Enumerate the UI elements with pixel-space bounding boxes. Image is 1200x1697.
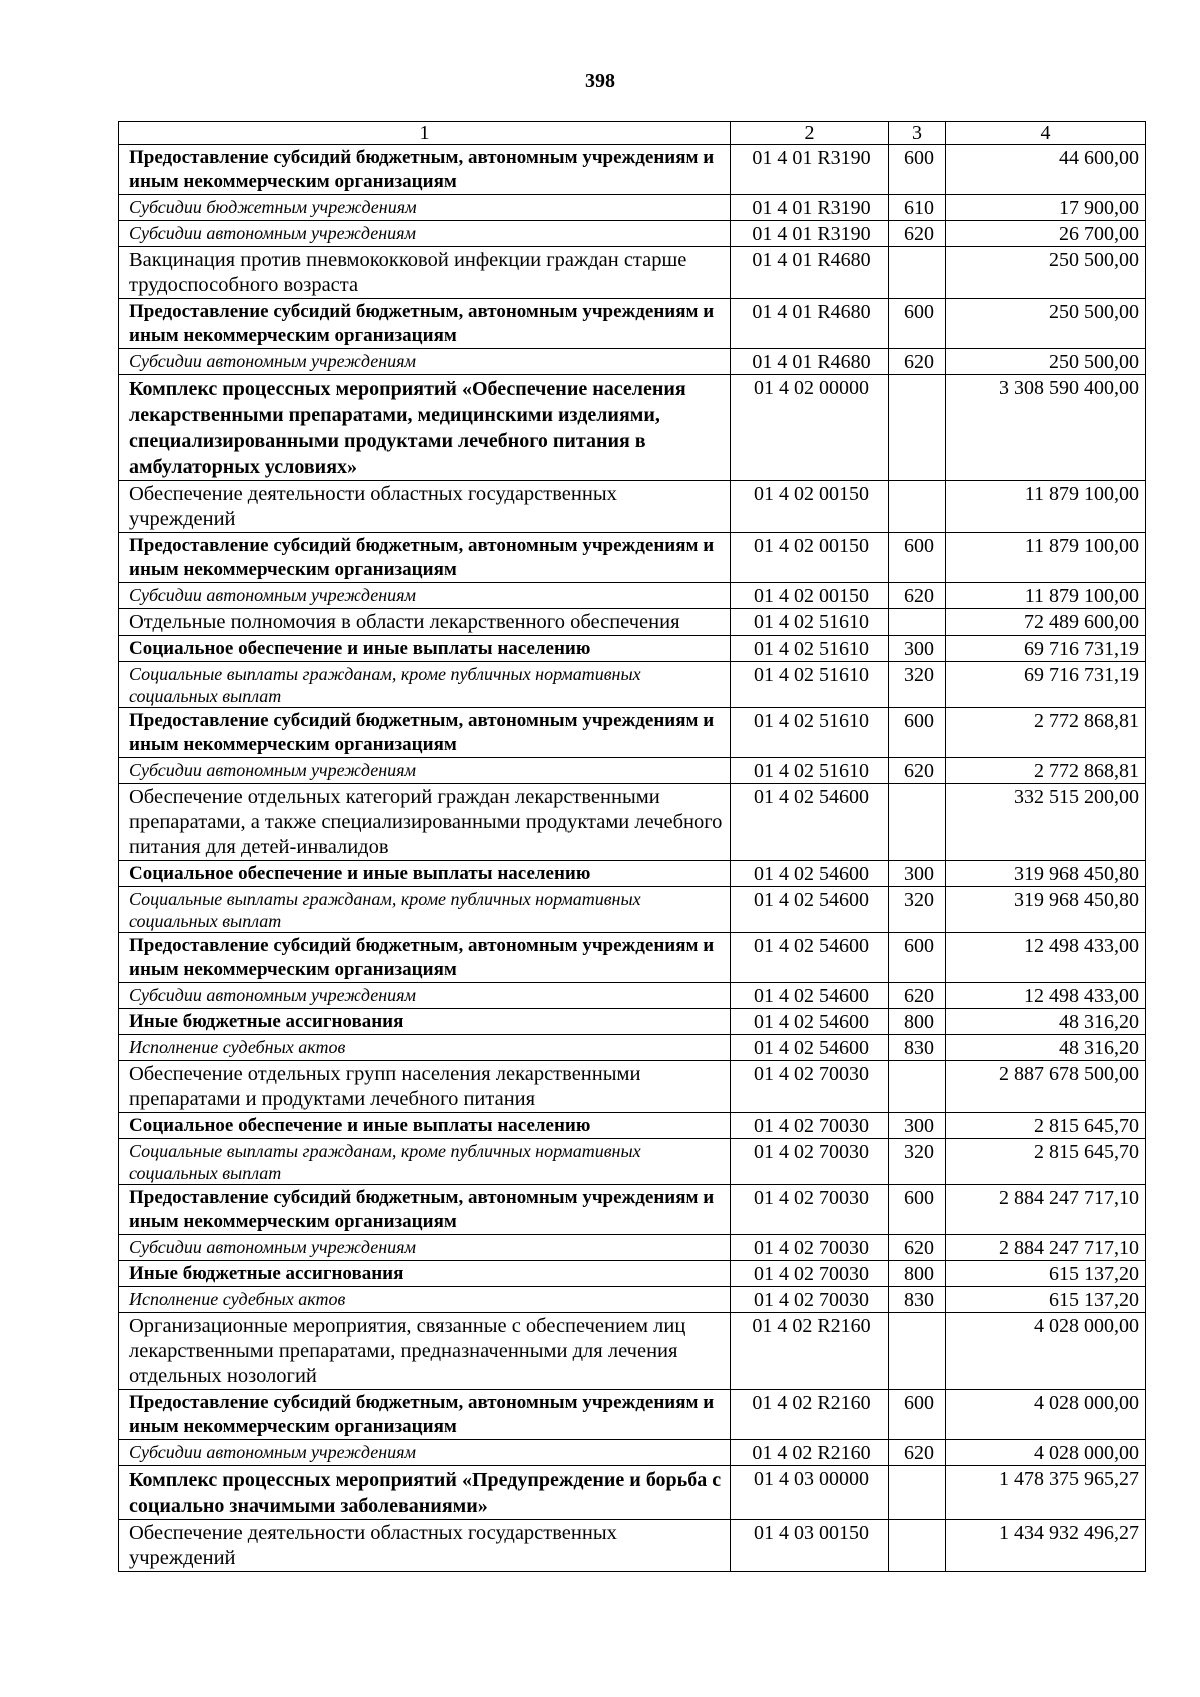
row-target-code: 01 4 02 54600: [731, 1009, 889, 1035]
row-target-code: 01 4 02 54600: [731, 983, 889, 1009]
row-amount: 250 500,00: [946, 299, 1146, 349]
row-target-code: 01 4 02 51610: [731, 758, 889, 784]
row-expense-type: 600: [889, 299, 946, 349]
table-row: [119, 983, 1146, 1009]
table-row: [119, 1466, 1146, 1520]
header-col-2: 2: [731, 122, 889, 145]
table-row: [119, 1139, 1146, 1185]
table-row: [119, 1035, 1146, 1061]
table-header-row: [119, 122, 1146, 145]
row-target-code: 01 4 02 54600: [731, 1035, 889, 1061]
row-amount: 4 028 000,00: [946, 1390, 1146, 1440]
row-target-code: 01 4 02 R2160: [731, 1313, 889, 1390]
table-row: [119, 1287, 1146, 1313]
row-amount: 1 478 375 965,27: [946, 1466, 1146, 1520]
row-expense-type: 800: [889, 1261, 946, 1287]
row-expense-type: 600: [889, 708, 946, 758]
table-row: [119, 349, 1146, 375]
row-amount: 2 887 678 500,00: [946, 1061, 1146, 1113]
row-expense-type: 320: [889, 887, 946, 933]
row-amount: 69 716 731,19: [946, 662, 1146, 708]
row-amount: 2 772 868,81: [946, 708, 1146, 758]
row-description: Субсидии бюджетным учреждениям: [119, 195, 731, 221]
row-target-code: 01 4 02 00150: [731, 533, 889, 583]
row-amount: 11 879 100,00: [946, 481, 1146, 533]
table-body: [119, 145, 1146, 1572]
row-expense-type: [889, 1520, 946, 1572]
row-amount: 2 772 868,81: [946, 758, 1146, 784]
row-target-code: 01 4 02 R2160: [731, 1390, 889, 1440]
row-target-code: 01 4 02 R2160: [731, 1440, 889, 1466]
table-row: [119, 1185, 1146, 1235]
row-target-code: 01 4 02 00150: [731, 583, 889, 609]
row-amount: 11 879 100,00: [946, 533, 1146, 583]
row-expense-type: [889, 1466, 946, 1520]
row-description: Субсидии автономным учреждениям: [119, 221, 731, 247]
table-row: [119, 299, 1146, 349]
table-row: [119, 583, 1146, 609]
row-target-code: 01 4 02 70030: [731, 1139, 889, 1185]
row-amount: 2 815 645,70: [946, 1113, 1146, 1139]
row-target-code: 01 4 01 R4680: [731, 299, 889, 349]
row-amount: 250 500,00: [946, 247, 1146, 299]
row-description: Социальное обеспечение и иные выплаты населению: [119, 636, 731, 662]
row-amount: 48 316,20: [946, 1035, 1146, 1061]
row-expense-type: 620: [889, 349, 946, 375]
row-target-code: 01 4 02 51610: [731, 636, 889, 662]
row-expense-type: 600: [889, 145, 946, 195]
row-expense-type: 300: [889, 636, 946, 662]
row-description: Вакцинация против пневмококковой инфекции граждан старше трудоспособного возраста: [119, 247, 731, 299]
row-description: Социальные выплаты гражданам, кроме публичных нормативных социальных выплат: [119, 1139, 731, 1185]
row-description: Социальные выплаты гражданам, кроме публичных нормативных социальных выплат: [119, 887, 731, 933]
row-expense-type: [889, 784, 946, 861]
table-row: [119, 533, 1146, 583]
table-row: [119, 758, 1146, 784]
row-target-code: 01 4 02 70030: [731, 1061, 889, 1113]
row-description: Субсидии автономным учреждениям: [119, 583, 731, 609]
row-target-code: 01 4 02 70030: [731, 1261, 889, 1287]
table-row: [119, 861, 1146, 887]
row-description: Предоставление субсидий бюджетным, автономным учреждениям и иным некоммерческим организациям: [119, 933, 731, 983]
row-amount: 4 028 000,00: [946, 1440, 1146, 1466]
row-target-code: 01 4 03 00150: [731, 1520, 889, 1572]
row-expense-type: 320: [889, 1139, 946, 1185]
row-amount: 250 500,00: [946, 349, 1146, 375]
row-expense-type: [889, 481, 946, 533]
row-amount: 1 434 932 496,27: [946, 1520, 1146, 1572]
row-description: Предоставление субсидий бюджетным, автономным учреждениям и иным некоммерческим организациям: [119, 299, 731, 349]
row-amount: 319 968 450,80: [946, 887, 1146, 933]
row-target-code: 01 4 02 70030: [731, 1113, 889, 1139]
row-description: Обеспечение отдельных групп населения лекарственными препаратами и продуктами лечебного питания: [119, 1061, 731, 1113]
row-amount: 17 900,00: [946, 195, 1146, 221]
row-expense-type: 600: [889, 1185, 946, 1235]
row-description: Предоставление субсидий бюджетным, автономным учреждениям и иным некоммерческим организациям: [119, 1185, 731, 1235]
table-row: [119, 481, 1146, 533]
row-expense-type: 300: [889, 861, 946, 887]
row-description: Субсидии автономным учреждениям: [119, 983, 731, 1009]
row-expense-type: 830: [889, 1035, 946, 1061]
row-amount: 615 137,20: [946, 1261, 1146, 1287]
row-description: Социальное обеспечение и иные выплаты населению: [119, 1113, 731, 1139]
table-row: [119, 1261, 1146, 1287]
row-description: Обеспечение деятельности областных государственных учреждений: [119, 1520, 731, 1572]
row-amount: 44 600,00: [946, 145, 1146, 195]
row-expense-type: 620: [889, 583, 946, 609]
row-description: Иные бюджетные ассигнования: [119, 1261, 731, 1287]
table-row: [119, 1113, 1146, 1139]
table-row: [119, 609, 1146, 636]
row-expense-type: [889, 1061, 946, 1113]
row-amount: 615 137,20: [946, 1287, 1146, 1313]
row-description: Комплекс процессных мероприятий «Предупреждение и борьба с социально значимыми заболеваниями»: [119, 1466, 731, 1520]
row-target-code: 01 4 01 R3190: [731, 221, 889, 247]
row-amount: 26 700,00: [946, 221, 1146, 247]
row-amount: 319 968 450,80: [946, 861, 1146, 887]
table-row: [119, 195, 1146, 221]
table-row: [119, 887, 1146, 933]
row-amount: 2 815 645,70: [946, 1139, 1146, 1185]
table-row: [119, 1520, 1146, 1572]
row-description: Предоставление субсидий бюджетным, автономным учреждениям и иным некоммерческим организациям: [119, 145, 731, 195]
table-row: [119, 145, 1146, 195]
row-target-code: 01 4 02 54600: [731, 861, 889, 887]
table-row: [119, 375, 1146, 481]
row-expense-type: 300: [889, 1113, 946, 1139]
budget-table: [118, 121, 1146, 1572]
table-row: [119, 1440, 1146, 1466]
header-col-1: 1: [119, 122, 731, 145]
row-amount: 11 879 100,00: [946, 583, 1146, 609]
row-description: Иные бюджетные ассигнования: [119, 1009, 731, 1035]
row-description: Социальное обеспечение и иные выплаты населению: [119, 861, 731, 887]
table-row: [119, 1390, 1146, 1440]
row-target-code: 01 4 02 70030: [731, 1185, 889, 1235]
row-expense-type: 600: [889, 933, 946, 983]
row-description: Комплекс процессных мероприятий «Обеспечение населения лекарственными препаратами, медицинскими изделиями, специализированными продуктами лечебного питания в амбулаторных условиях»: [119, 375, 731, 481]
table-row: [119, 1061, 1146, 1113]
row-expense-type: 830: [889, 1287, 946, 1313]
row-target-code: 01 4 02 51610: [731, 609, 889, 636]
table-row: [119, 247, 1146, 299]
row-description: Субсидии автономным учреждениям: [119, 349, 731, 375]
table-row: [119, 933, 1146, 983]
row-amount: 48 316,20: [946, 1009, 1146, 1035]
row-target-code: 01 4 01 R3190: [731, 145, 889, 195]
row-description: Субсидии автономным учреждениям: [119, 758, 731, 784]
header-col-4: 4: [946, 122, 1146, 145]
row-expense-type: [889, 1313, 946, 1390]
table-row: [119, 1009, 1146, 1035]
row-description: Организационные мероприятия, связанные с обеспечением лиц лекарственными препаратами, предназначенными для лечения отдельных нозологий: [119, 1313, 731, 1390]
row-description: Субсидии автономным учреждениям: [119, 1235, 731, 1261]
row-target-code: 01 4 02 51610: [731, 708, 889, 758]
row-target-code: 01 4 02 70030: [731, 1235, 889, 1261]
row-expense-type: 620: [889, 758, 946, 784]
row-expense-type: 620: [889, 221, 946, 247]
row-amount: 332 515 200,00: [946, 784, 1146, 861]
row-target-code: 01 4 01 R4680: [731, 247, 889, 299]
table-row: [119, 708, 1146, 758]
row-description: Отдельные полномочия в области лекарственного обеспечения: [119, 609, 731, 636]
table-row: [119, 662, 1146, 708]
row-target-code: 01 4 02 00000: [731, 375, 889, 481]
row-amount: 4 028 000,00: [946, 1313, 1146, 1390]
row-target-code: 01 4 02 51610: [731, 662, 889, 708]
row-target-code: 01 4 02 54600: [731, 933, 889, 983]
header-col-3: 3: [889, 122, 946, 145]
row-description: Исполнение судебных актов: [119, 1035, 731, 1061]
row-expense-type: [889, 247, 946, 299]
table-row: [119, 221, 1146, 247]
row-description: Предоставление субсидий бюджетным, автономным учреждениям и иным некоммерческим организациям: [119, 708, 731, 758]
row-description: Предоставление субсидий бюджетным, автономным учреждениям и иным некоммерческим организациям: [119, 533, 731, 583]
row-target-code: 01 4 02 54600: [731, 784, 889, 861]
row-expense-type: 600: [889, 1390, 946, 1440]
row-expense-type: 610: [889, 195, 946, 221]
row-description: Субсидии автономным учреждениям: [119, 1440, 731, 1466]
row-amount: 12 498 433,00: [946, 933, 1146, 983]
row-expense-type: 600: [889, 533, 946, 583]
row-expense-type: 620: [889, 983, 946, 1009]
row-description: Обеспечение отдельных категорий граждан лекарственными препаратами, а также специализированными продуктами лечебного питания для детей-инвалидов: [119, 784, 731, 861]
row-target-code: 01 4 02 54600: [731, 887, 889, 933]
table-row: [119, 784, 1146, 861]
row-target-code: 01 4 02 70030: [731, 1287, 889, 1313]
row-amount: 3 308 590 400,00: [946, 375, 1146, 481]
row-target-code: 01 4 02 00150: [731, 481, 889, 533]
row-amount: 72 489 600,00: [946, 609, 1146, 636]
row-expense-type: [889, 609, 946, 636]
table-row: [119, 636, 1146, 662]
row-description: Социальные выплаты гражданам, кроме публичных нормативных социальных выплат: [119, 662, 731, 708]
row-amount: 69 716 731,19: [946, 636, 1146, 662]
row-description: Обеспечение деятельности областных государственных учреждений: [119, 481, 731, 533]
row-description: Исполнение судебных актов: [119, 1287, 731, 1313]
page-number: 398: [585, 70, 615, 92]
table-row: [119, 1235, 1146, 1261]
row-target-code: 01 4 01 R3190: [731, 195, 889, 221]
row-description: Предоставление субсидий бюджетным, автономным учреждениям и иным некоммерческим организациям: [119, 1390, 731, 1440]
row-target-code: 01 4 03 00000: [731, 1466, 889, 1520]
row-amount: 2 884 247 717,10: [946, 1185, 1146, 1235]
row-expense-type: 800: [889, 1009, 946, 1035]
row-amount: 2 884 247 717,10: [946, 1235, 1146, 1261]
row-amount: 12 498 433,00: [946, 983, 1146, 1009]
row-target-code: 01 4 01 R4680: [731, 349, 889, 375]
row-expense-type: [889, 375, 946, 481]
row-expense-type: 620: [889, 1235, 946, 1261]
table-row: [119, 1313, 1146, 1390]
row-expense-type: 620: [889, 1440, 946, 1466]
row-expense-type: 320: [889, 662, 946, 708]
